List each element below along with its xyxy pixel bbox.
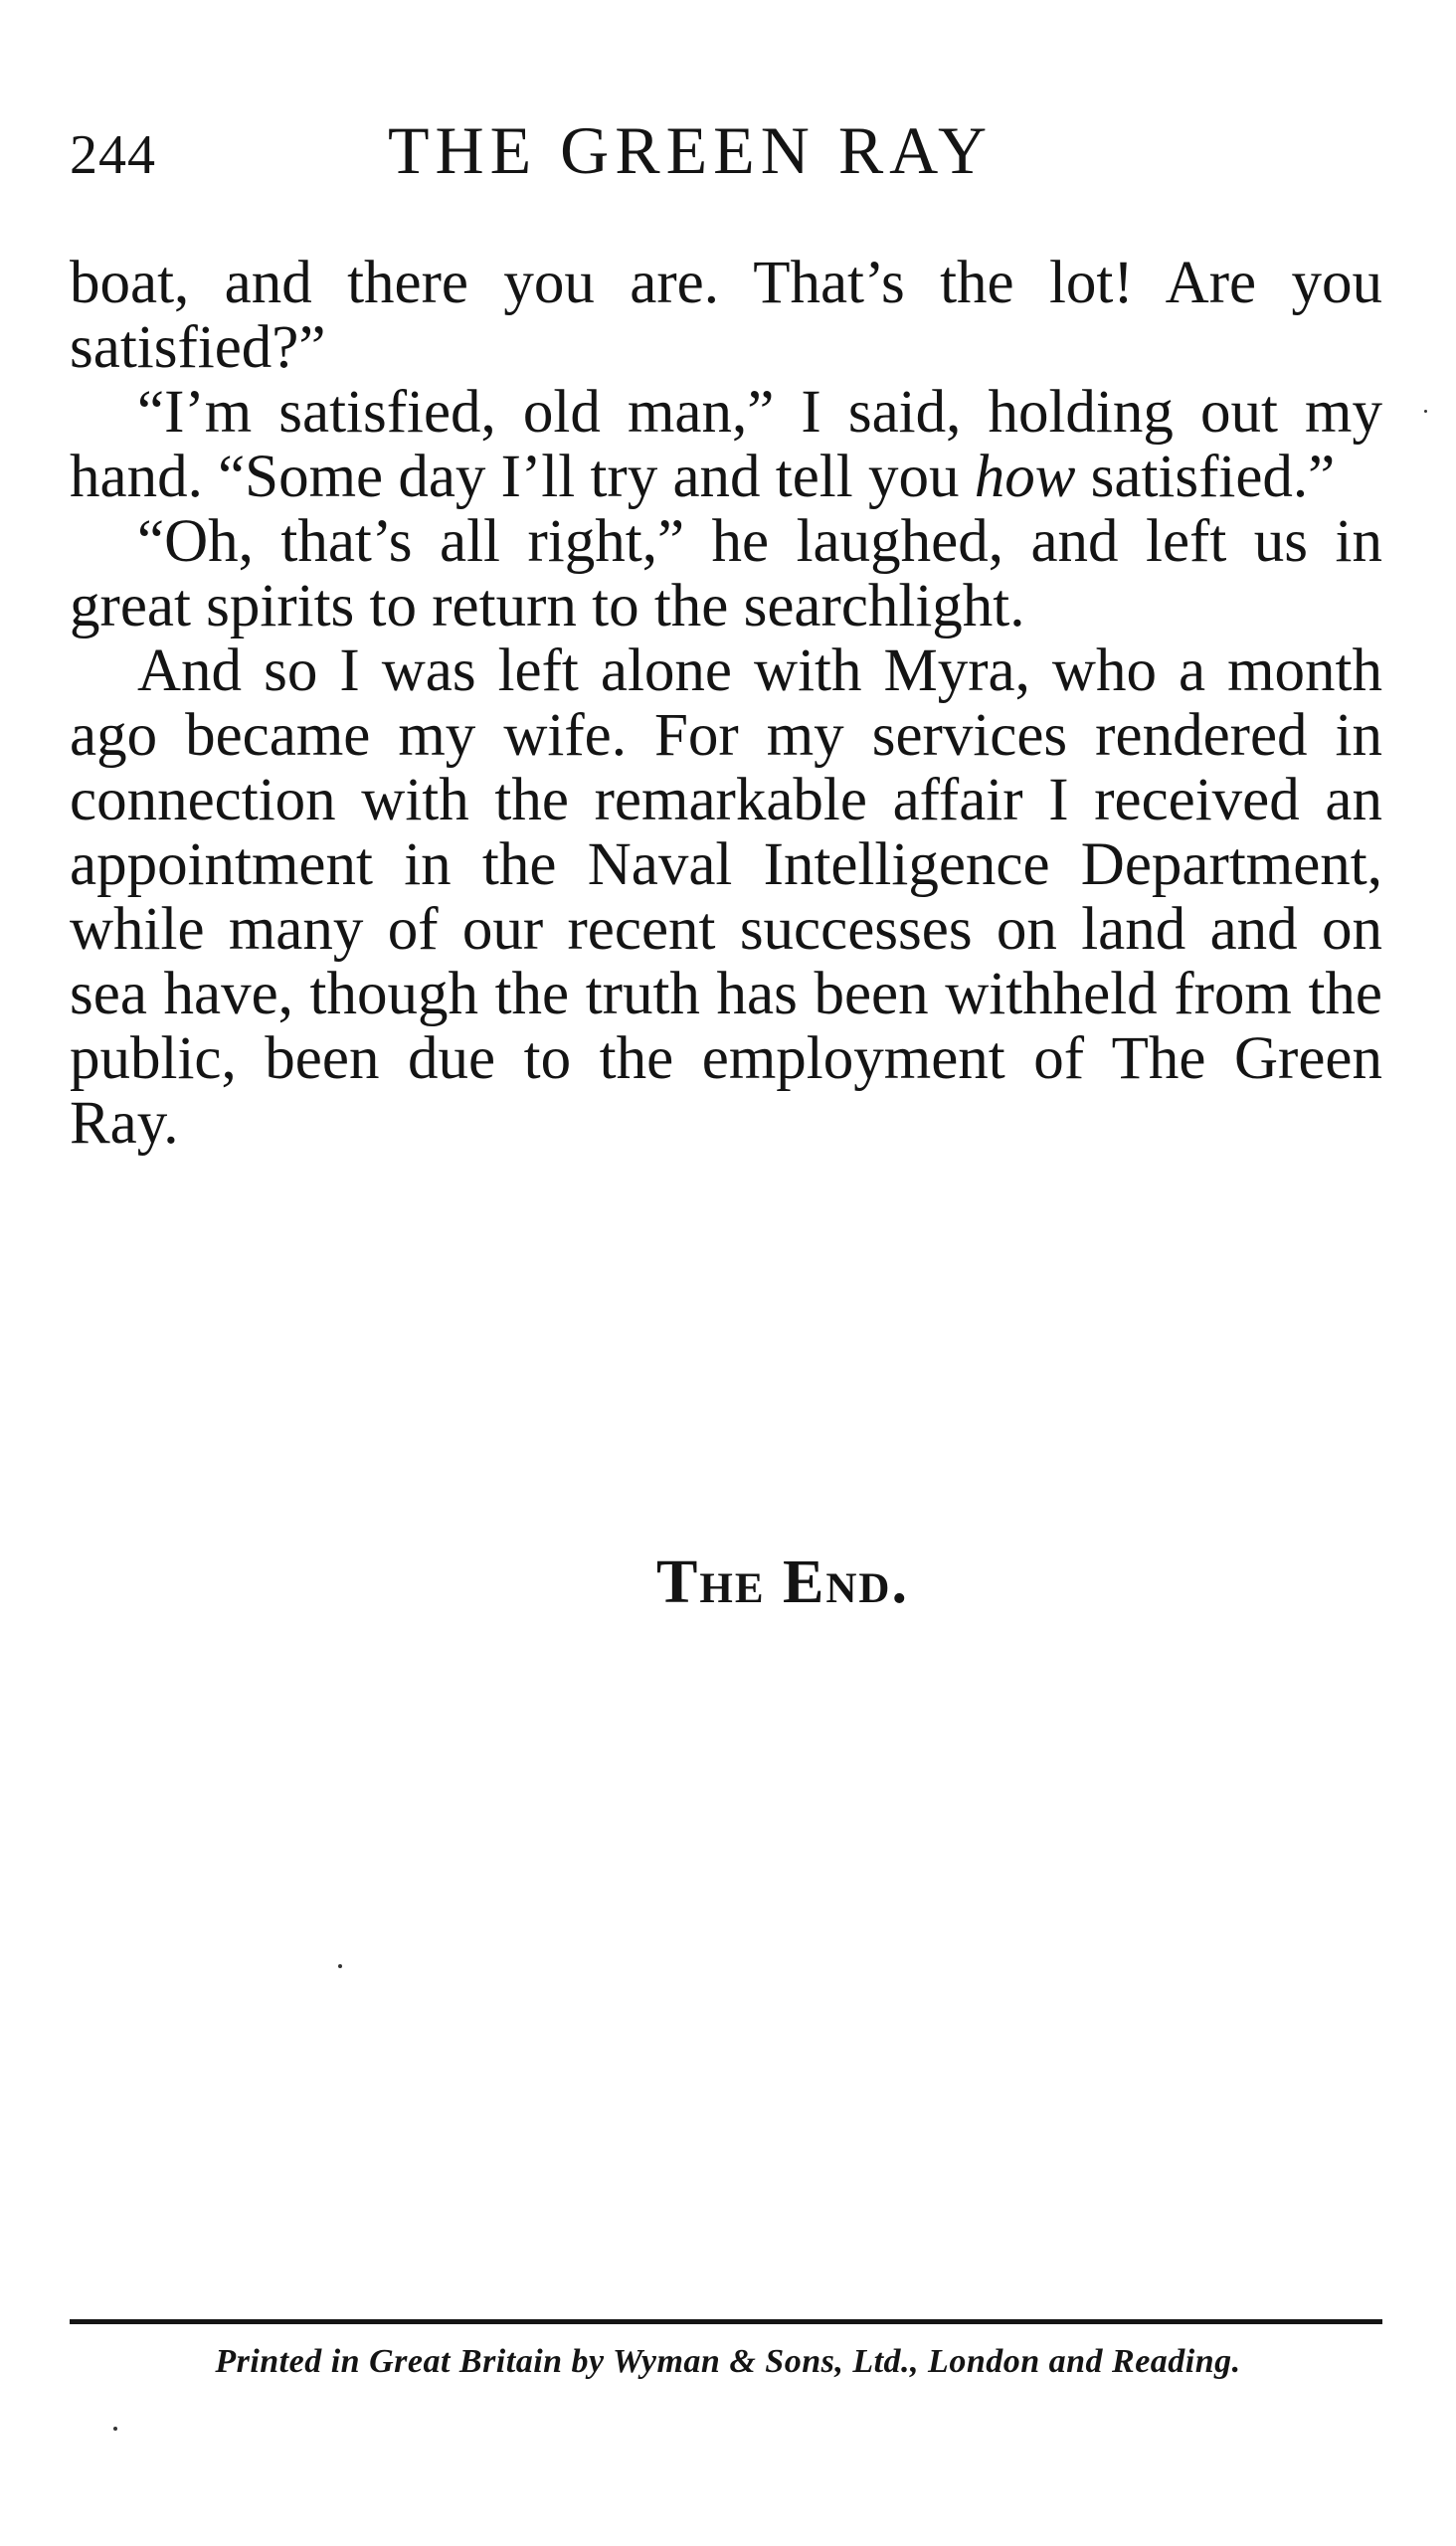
- the-end-heading: The End.: [656, 1548, 909, 1616]
- ink-speck: [338, 1964, 342, 1968]
- body-text: [70, 251, 1382, 1156]
- page-number: 244: [70, 124, 156, 186]
- paragraph: “Oh, that’s all right,” he laughed, and left us in great spirits to return to the searchlight.: [70, 508, 1382, 639]
- paragraph-text: satisfied.”: [1075, 444, 1336, 510]
- printer-imprint: Printed in Great Britain by Wyman & Sons, Ltd., London and Reading.: [215, 2343, 1241, 2380]
- emphasized-word: how: [974, 444, 1076, 510]
- ink-speck: [113, 2427, 117, 2431]
- paragraph: And so I was left alone with Myra, who a month ago became my wife. For my services rendered in connection with the remarkable affair I received an appointment in the Naval Intelligence Department, while many of our recent successes on land and on sea have, though the truth has been withheld from the public, been due to the employment of The Green Ray.: [70, 637, 1382, 1157]
- footer-rule: [70, 2319, 1382, 2324]
- paragraph: boat, and there you are. That’s the lot! Are you satisfied?”: [70, 250, 1382, 381]
- paragraph: [70, 380, 1382, 509]
- ink-speck: [1424, 410, 1427, 413]
- running-head: [70, 111, 1382, 191]
- paragraph-text: “I’m satisfied, old man,” I said, holding out my hand. “Some day I’ll try and tell you: [70, 379, 1382, 510]
- running-title: THE GREEN RAY: [388, 112, 994, 188]
